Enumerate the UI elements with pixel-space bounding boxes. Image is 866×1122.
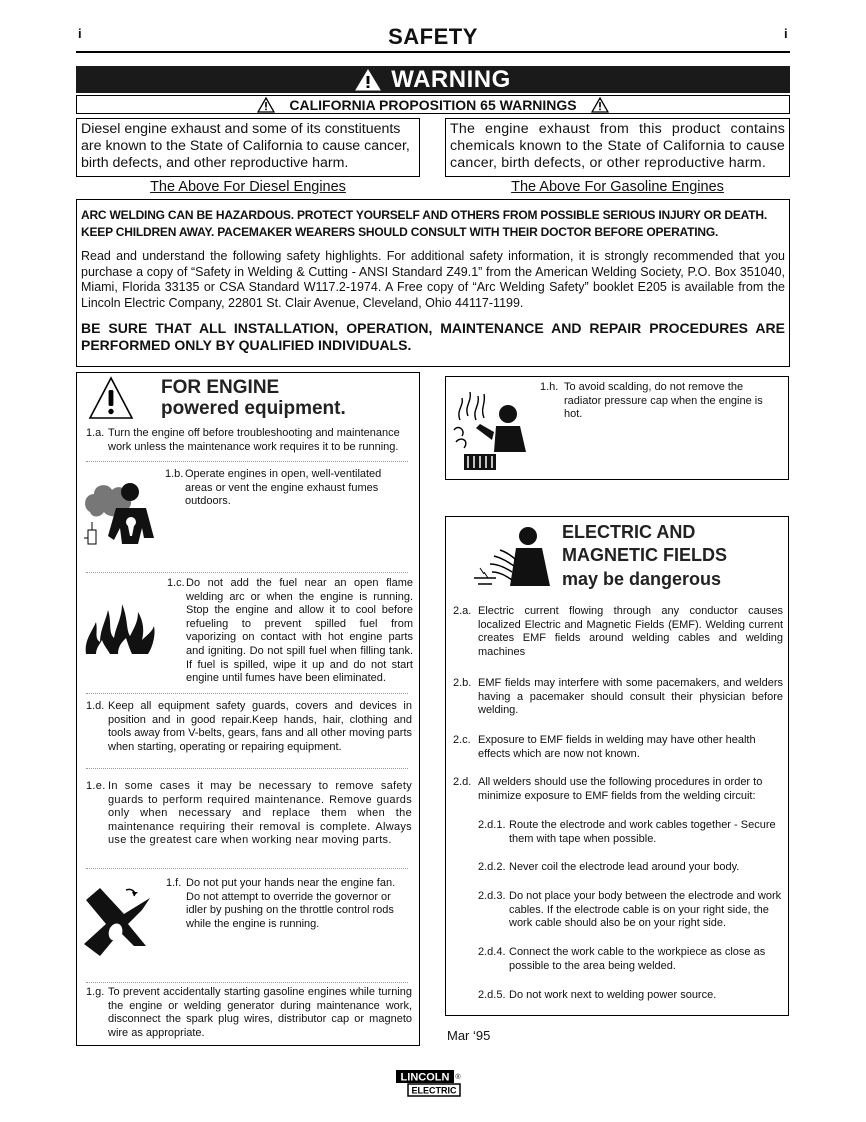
- item-text: Do not work next to welding power source.: [509, 989, 717, 1001]
- list-item: [453, 605, 783, 659]
- item-number: 2.d.3.: [478, 890, 506, 902]
- svg-text:ELECTRIC: ELECTRIC: [411, 1085, 457, 1096]
- prop65-banner: [76, 95, 790, 114]
- item-text: Turn the engine off before troubleshooting and maintenance work unless the maintenance work requires it to be running.: [108, 427, 400, 453]
- emf-heading-line2: MAGNETIC FIELDS: [562, 545, 727, 565]
- page-number-right: i: [784, 26, 788, 41]
- divider: [86, 768, 408, 769]
- page-number-left: i: [78, 26, 82, 41]
- item-number: 2.d.4.: [478, 946, 506, 958]
- list-item: [453, 776, 783, 803]
- item-number: 2.d.1.: [478, 819, 506, 831]
- item-number: 2.c.: [453, 734, 471, 746]
- qualified-individuals-text: BE SURE THAT ALL INSTALLATION, OPERATION, MAINTENANCE AND REPAIR PROCEDURES ARE PERFORMED ONLY BY QUALIFIED INDIVIDUALS.: [81, 320, 785, 353]
- warning-title: WARNING: [391, 65, 511, 93]
- item-text: To prevent accidentally starting gasoline engines while turning the engine or welding generator during maintenance work, disconnect the spark plug wires, distributor cap or magneto wire as appropriate.: [108, 986, 412, 1039]
- sub-list-item: [478, 946, 784, 973]
- intro-paragraph: Read and understand the following safety highlights. For additional safety information, it is strongly recommended that you purchase a copy of “Safety in Welding & Cutting - ANSI Standard Z49.1” from the American Welding Society, P.O. Box 351040, Miami, Florida 33135 or CSA Standard W117.2-1974. A Free copy of “Arc Welding Safety” booklet E205 is available from the Lincoln Electric Company, 22801 St. Clair Avenue, Cleveland, Ohio 44117-1199.: [81, 249, 785, 310]
- emf-section: [445, 516, 789, 1016]
- item-text: In some cases it may be necessary to remove safety guards to perform required maintenance. Remove guards only when necessary and replace them when the maintenance requiring their removal is complete. Always use the greatest care when working near moving parts.: [108, 780, 412, 847]
- warning-triangle-icon: [355, 69, 381, 91]
- diesel-caption: The Above For Diesel Engines: [150, 179, 346, 195]
- item-text: Do not put your hands near the engine fan. Do not attempt to override the governor or idler by pushing on the throttle control rods while the engine is running.: [186, 877, 396, 930]
- item-text: Do not add the fuel near an open flame welding arc or when the engine is running. Stop the engine and allow it to cool before refueling to prevent spilled fuel from vaporizing on contact with hot engine parts and igniting. Do not spill fuel when filling tank. If fuel is spilled, wipe it up and do not start engine until fumes have been eliminated.: [186, 577, 413, 685]
- item-number: 1.f.: [166, 877, 182, 889]
- divider: [86, 461, 408, 462]
- item-text: Keep all equipment safety guards, covers and devices in position and in good repair.Keep hands, hair, clothing and tools away from V-belts, gears, fans and all other moving parts when starting, operating or repairing equipment.: [108, 700, 412, 753]
- diesel-warning-box: Diesel engine exhaust and some of its constituents are known to the State of California to cause cancer, birth defects, and other reproductive harm.: [76, 118, 420, 177]
- revision-date: Mar ‘95: [447, 1028, 491, 1043]
- sub-list-item: [478, 890, 784, 931]
- item-text: All welders should use the following procedures in order to minimize exposure to EMF fields from the welding circuit:: [478, 776, 763, 802]
- list-item: [165, 468, 395, 509]
- hand-fan-hazard-icon: [80, 884, 156, 964]
- warning-triangle-icon: [591, 97, 609, 113]
- emf-welder-icon: [470, 522, 554, 590]
- sub-list-item: [478, 819, 784, 846]
- item-number: 1.e.: [86, 780, 106, 792]
- item-number: 2.b.: [453, 677, 472, 689]
- warning-banner: [76, 66, 790, 93]
- page-title: SAFETY: [388, 24, 478, 49]
- sub-list-item: [478, 861, 784, 875]
- arc-welding-hazard-text: ARC WELDING CAN BE HAZARDOUS. PROTECT YOURSELF AND OTHERS FROM POSSIBLE SERIOUS INJURY OR DEATH. KEEP CHILDREN AWAY. PACEMAKER WEARERS SHOULD CONSULT WITH THEIR DOCTOR BEFORE OPERATING.: [81, 208, 767, 239]
- item-number: 2.d.: [453, 776, 472, 788]
- warning-triangle-icon: [257, 97, 275, 113]
- list-item: [86, 780, 412, 848]
- list-item: [86, 986, 412, 1040]
- intro-box: [76, 199, 790, 367]
- divider: [86, 693, 408, 694]
- item-text: Route the electrode and work cables together - Secure them with tape when possible.: [509, 819, 776, 845]
- list-item: [166, 877, 412, 931]
- item-number: 1.d.: [86, 700, 105, 712]
- list-item: [86, 700, 412, 754]
- list-item: [540, 381, 778, 422]
- item-number: 2.d.5.: [478, 989, 506, 1001]
- item-number: 1.a.: [86, 427, 105, 439]
- item-number: 1.h.: [540, 381, 559, 393]
- list-item: [167, 577, 413, 686]
- emf-heading-line3: may be dangerous: [562, 569, 722, 589]
- gasoline-caption: The Above For Gasoline Engines: [511, 179, 724, 195]
- list-item: [453, 734, 783, 761]
- fire-flames-icon: [82, 592, 158, 656]
- list-item: [453, 677, 783, 718]
- item-text: Electric current flowing through any conductor causes localized Electric and Magnetic Fields (EMF). Welding current creates EMF fields around welding cables and welding machines: [478, 605, 783, 658]
- radiator-steam-icon: [450, 380, 530, 474]
- item-number: 1.c.: [167, 577, 185, 589]
- emf-heading-line1: ELECTRIC AND: [562, 522, 696, 542]
- prop65-title: CALIFORNIA PROPOSITION 65 WARNINGS: [289, 96, 577, 113]
- caution-triangle-icon: [88, 376, 134, 420]
- header-rule: [76, 51, 790, 53]
- engine-heading-line2: powered equipment.: [161, 398, 346, 419]
- divider: [86, 868, 408, 869]
- item-text: Exposure to EMF fields in welding may have other health effects which are now not known.: [478, 734, 756, 760]
- engine-heading-line1: FOR ENGINE: [161, 377, 280, 398]
- item-text: Never coil the electrode lead around your body.: [509, 861, 740, 873]
- exhaust-fumes-icon: [82, 478, 158, 550]
- svg-text:LINCOLN: LINCOLN: [400, 1071, 450, 1084]
- item-number: 1.g.: [86, 986, 105, 998]
- svg-text:®: ®: [455, 1074, 461, 1081]
- gasoline-warning-box: The engine exhaust from this product contains chemicals known to the State of California to cause cancer, birth defects, or other reproductive harm.: [445, 118, 790, 177]
- item-text: Do not place your body between the electrode and work cables. If the electrode cable is on your right side, the work cable should also be on your right side.: [509, 890, 782, 930]
- item-text: Connect the work cable to the workpiece as close as possible to the area being welded.: [509, 946, 766, 972]
- item-number: 2.a.: [453, 605, 472, 617]
- item-number: 2.d.2.: [478, 861, 506, 873]
- sub-list-item: [478, 989, 784, 1003]
- item-number: 1.b.: [165, 468, 184, 480]
- list-item: [86, 427, 411, 454]
- item-text: Operate engines in open, well-ventilated areas or vent the engine exhaust fumes outdoors.: [185, 468, 382, 508]
- lincoln-electric-logo: [395, 1069, 463, 1097]
- item-text: To avoid scalding, do not remove the radiator pressure cap when the engine is hot.: [564, 381, 763, 421]
- divider: [86, 572, 408, 573]
- divider: [86, 982, 408, 983]
- item-text: EMF fields may interfere with some pacemakers, and welders having a pacemaker should consult their physician before welding.: [478, 677, 783, 717]
